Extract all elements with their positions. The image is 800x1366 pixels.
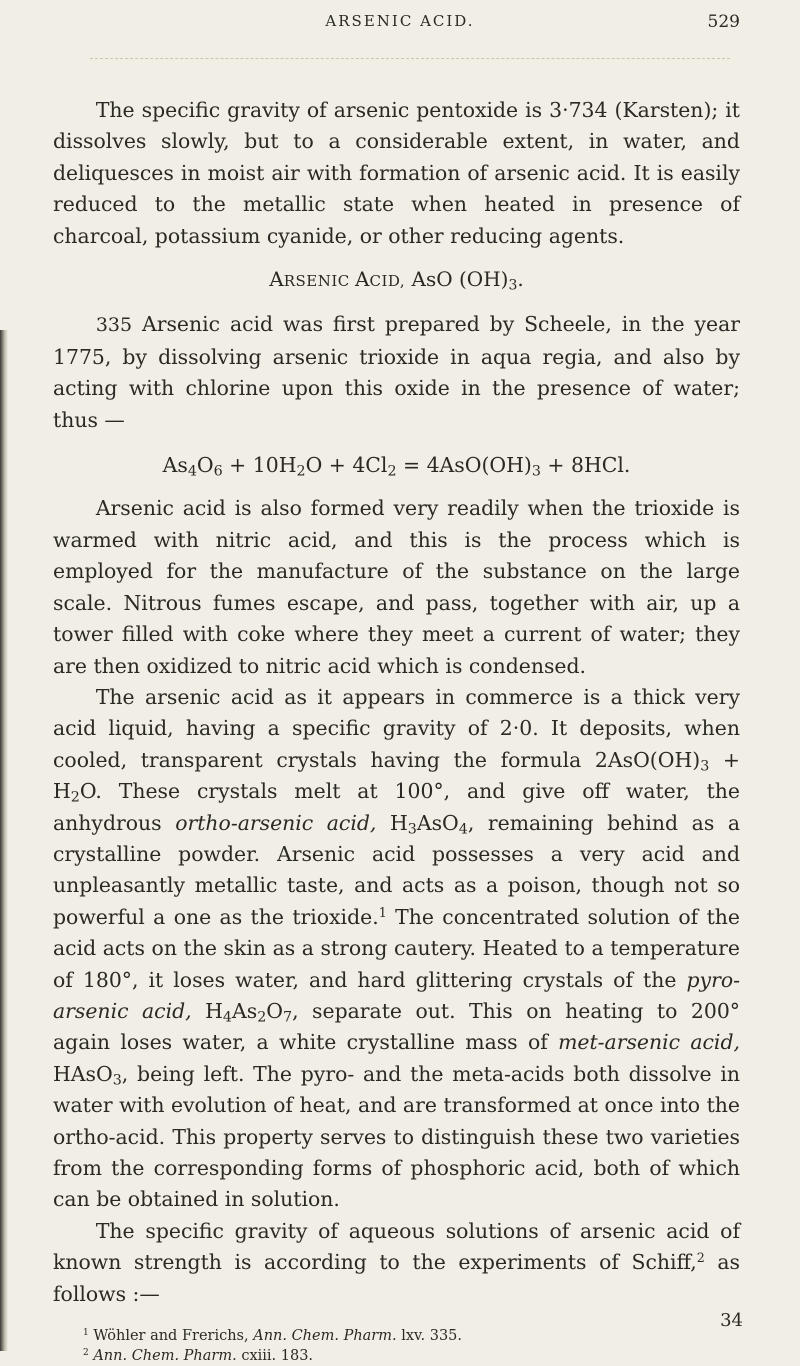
paragraph-preparation: 335 Arsenic acid was first prepared by Scheele, in the year 1775, by dissolving arsenic trioxide in aqua regia, and also by acting with chlorine upon this oxide in the presence of water; thus —	[53, 312, 740, 432]
page-body	[53, 95, 740, 1366]
chemical-equation: $As_4O_6 + 10H_2O + 4Cl_2 = 4AsO(OH)_3 + 8HCl$.	[162, 453, 631, 480]
paragraph-specific-gravity: The specific gravity of aqueous solutions of arsenic acid of known strength is according to the experiments of Schiff,$^2$ as follows :—	[53, 1218, 741, 1306]
page-header	[60, 12, 740, 42]
page-number: 529	[707, 12, 740, 32]
footnote-1: $^1$ Wöhler and Frerichs, Ann. Chem. Pharm. lxv. 335.	[83, 1328, 463, 1345]
running-title: ARSENIC ACID.	[325, 12, 475, 30]
page-binding-shadow	[0, 330, 8, 1351]
paragraph-pentoxide: The specific gravity of arsenic pentoxide is 3·734 (Karsten); it dissolves slowly, but to a considerable extent, in water, and deliquesces in moist air with formation of arsenic acid. It is easily reduced to the metallic state when heated in presence of charcoal, potassium cyanide, or other reducing agents.	[53, 98, 740, 248]
paragraph-nitric-process: Arsenic acid is also formed very readily when the trioxide is warmed with nitric acid, and this is the process which is employed for the manufacture of the substance on the large scale. Nitrous fumes escape, and pass, together with air, up a tower filled with coke where they meet a current of water; they are then oxidized to nitric acid which is condensed.	[53, 496, 740, 678]
signature-mark: 34	[720, 1310, 743, 1331]
header-rule	[90, 58, 730, 59]
footnote-ref-2: 2	[696, 1250, 705, 1266]
footnote-ref-1: 1	[378, 904, 387, 920]
section-number: 335	[95, 314, 133, 337]
section-heading: ARSENIC ACID, AsO $(OH)_3$.	[269, 267, 524, 294]
footnotes	[53, 1326, 740, 1366]
footnote-2: $^2$ Ann. Chem. Pharm. cxiii. 183.	[83, 1348, 314, 1365]
paragraph-commerce: The arsenic acid as it appears in commerce is a thick very acid liquid, having a specific gravity of 2·0. It deposits, when cooled, transparent crystals having the formula $2AsO(OH)_3 + H_2O$. These crystals melt at 100°, and give off water, the anhydrous ortho-arsenic acid, $H_3AsO_4$, remaining behind as a crystalline powder. Arsenic acid possesses a very acid and unpleasantly metallic taste, and acts as a poison, though not so powerful a one as the trioxide.$^1$ The concentrated solution of the acid acts on the skin as a strong cautery. Heated to a temperature of 180°, it loses water, and hard glittering crystals of the pyro-arsenic acid, $H_4As_2O_7$, separate out. This on heating to 200° again loses water, a white crystalline mass of met-arsenic acid, HAsO$_3$, being left. The pyro- and the meta-acids both dissolve in water with evolution of heat, and are transformed at once into the ortho-acid. This property serves to distinguish these two varieties from the corresponding forms of phosphoric acid, both of which can be obtained in solution.	[53, 684, 741, 1212]
